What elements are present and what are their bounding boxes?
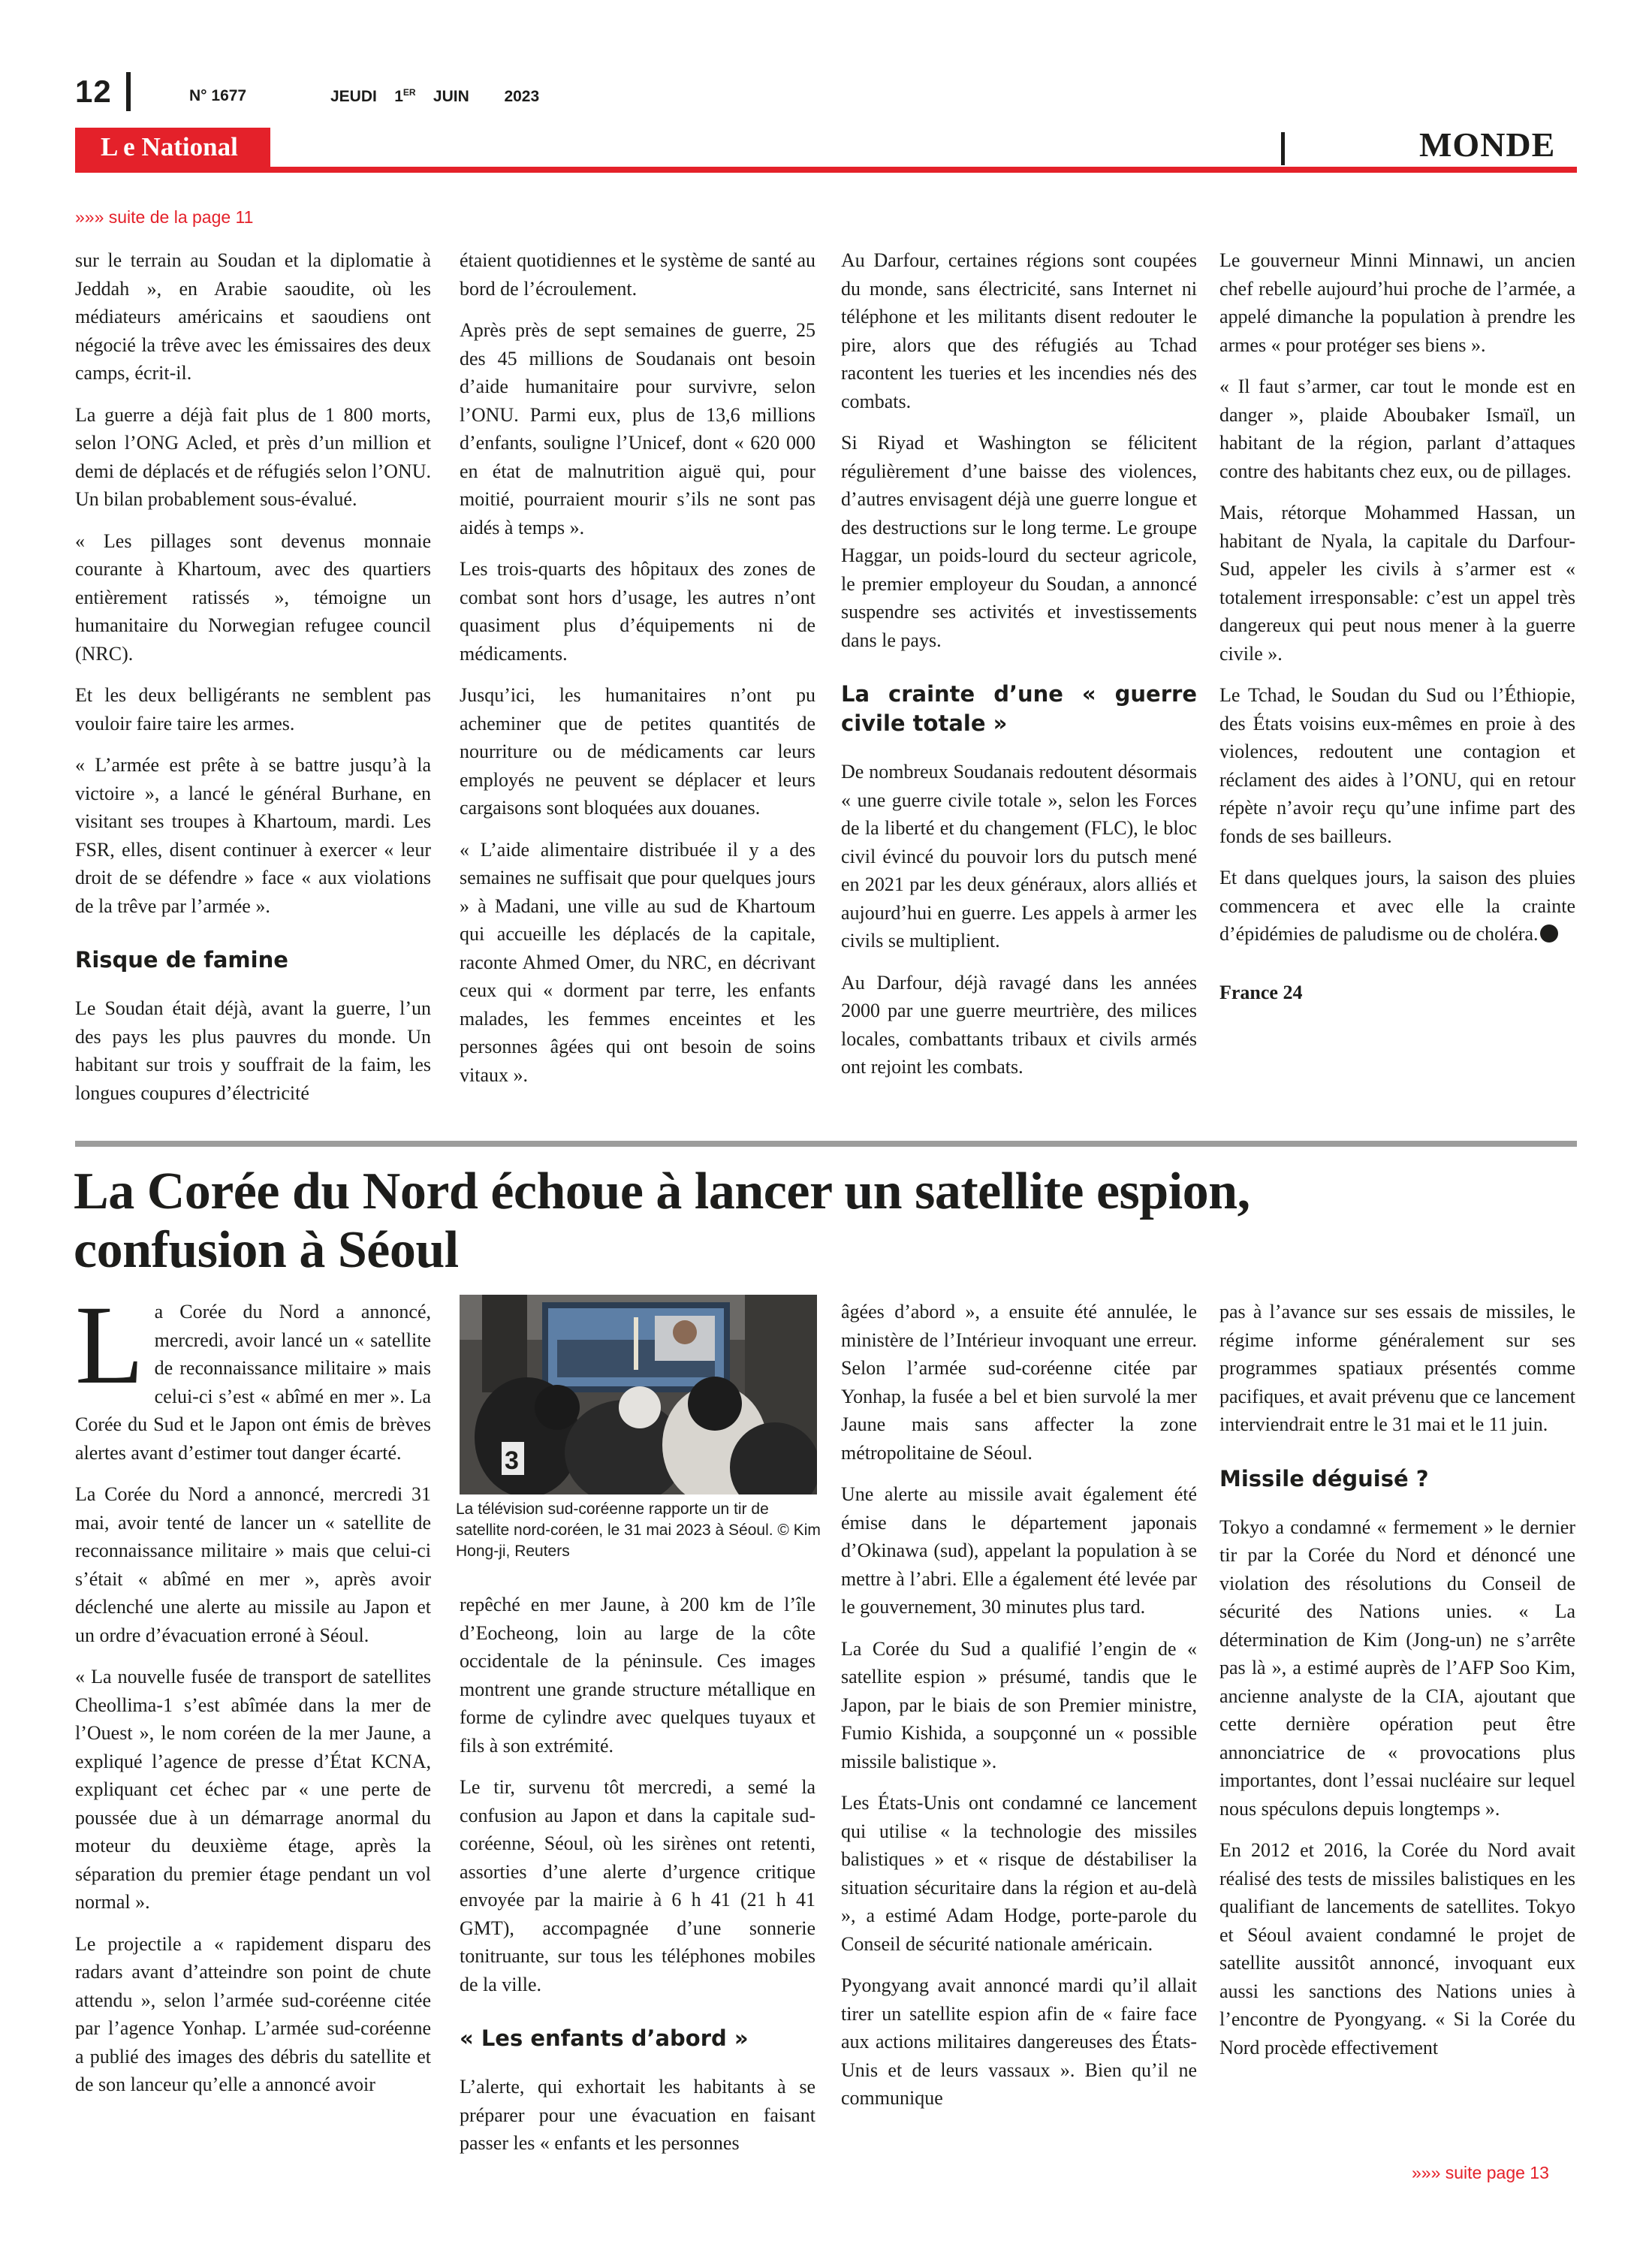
headline-line: confusion à Séoul [74,1221,459,1279]
paragraph: La guerre a déjà fait plus de 1 800 morts, selon l’ONG Acled, et près d’un million et demi de déplacés et de réfugiés selon l’ONU. Un bilan probablement sous-évalué. [75,403,431,510]
bottom-article-column-3 [841,1298,1197,2126]
paragraph: pas à l’avance sur ses essais de missiles, le régime informe généralement sur ses programmes spatiaux présentés comme pacifiques, et avait prévenu que ce lancement interviendrait entre le 31 mai et le 11 juin. [1219,1301,1575,1435]
paragraph: Si Riyad et Washington se félicitent régulièrement d’une baisse des violences, d’autres envisagent déjà une guerre longue et des destructions sur le long terme. Le groupe Haggar, un poids-lourd du secteur agricole, le premier employeur du Soudan, a annoncé suspendre ses activités et investissements dans le pays. [841,432,1197,651]
paragraph: étaient quotidiennes et le système de santé au bord de l’écroulement. [460,249,815,300]
paragraph-last [1219,864,1575,949]
paragraph: La Corée du Sud a qualifié l’engin de « satellite espion » présumé, tandis que le Japon, par le biais de son Premier ministre, Fumio Kishida, a soupçonné un « possible missile balistique ». [841,1637,1197,1772]
date-year: 2023 [504,88,540,105]
paragraph: La Corée du Nord a annoncé, mercredi 31 mai, avoir tenté de lancer un « satellite de reconnaissance militaire » mais que celui-ci s’était « abîmé en mer », après avoir déclenché une alerte au missile au Japon et un ordre d’évacuation erroné à Séoul. [75,1483,431,1646]
paragraph: Au Darfour, certaines régions sont coupées du monde, sans électricité, sans Internet ni téléphone et les militants disent redouter le pire, alors que des réfugiés au Tchad racontent les tueries et les incendies nés des combats. [841,249,1197,412]
subheading: Missile déguisé ? [1219,1465,1429,1491]
paragraph: Jusqu’ici, les humanitaires n’ont pu acheminer que de petites quantités de nourriture ou de médicaments car leurs employés ne peuvent se déplacer et leurs cargaisons sont bloquées aux douanes. [460,684,815,819]
section-title: MONDE [1419,125,1556,164]
bottom-article-column-2 [460,1591,815,2171]
date-sup: ER [402,87,416,98]
paragraph: Au Darfour, déjà ravagé dans les années 2000 par une guerre meurtrière, des milices locales, combattants tribaux et civils armés ont rejoint les combats. [841,971,1197,1078]
paragraph-text: Et dans quelques jours, la saison des pluies commencera et avec elle la crainte d’épidémies de paludisme ou de choléra. [1219,867,1575,945]
svg-text:3: 3 [505,1446,519,1475]
article-divider [75,1141,1577,1147]
paragraph: Le projectile a « rapidement disparu des radars avant d’atteindre son point de chute attendu », selon l’armée sud-coréenne citée par l’agence Yonhap. L’armée sud-coréenne a publié des images des débris du satellite et de son lanceur qu’elle a annoncé avoir [75,1932,431,2095]
bottom-article-column-4 [1219,1298,1575,2075]
paragraph: « Les pillages sont devenus monnaie courante à Khartoum, avec des quartiers entièrement ratissés », témoigne un humanitaire du Norwegian refugee council (NRC). [75,529,431,665]
paragraph: Tokyo a condamné « fermement » le dernier tir par la Corée du Nord et dénoncé une violation des résolutions du Conseil de sécurité des Nations unies. « La détermination de Kim (Jong-un) ne s’arrête pas là », a estimé auprès de l’AFP Soo Kim, ancienne analyste de la CIA, ajoutant que cette dernière opération peut être annonciatrice de « provocations plus importantes, dont l’essai nucléaire sur lequel nous spéculons depuis longtemps ». [1219,1516,1575,1820]
paragraph: Le Tchad, le Soudan du Sud ou l’Éthiopie, des États voisins eux-mêmes en proie à des violences, redoutent une contagion et réclament des aides à l’ONU, qui en retour répète n’avoir reçu qu’une infime part des fonds de ses bailleurs. [1219,684,1575,847]
continued-on-link[interactable]: »»» suite page 13 [1412,2163,1549,2182]
newspaper-brand: L e National [101,132,238,161]
top-article-column-3 [841,246,1197,1095]
issue-number: N° 1677 [189,87,247,104]
headline-line: La Corée du Nord échoue à lancer un satellite espion, [74,1163,1250,1220]
top-article-column-2 [460,246,815,1102]
lead-paragraph [75,1283,431,1467]
drop-cap: L [75,1283,144,1407]
paragraph: Mais, rétorque Mohammed Hassan, un habitant de Nyala, la capitale du Darfour-Sud, appeler les civils à s’armer est « totalement irresponsable: c’est un appel très dangereux qui peut nous mener à la guerre civile ». [1219,502,1575,665]
paragraph: Les trois-quarts des hôpitaux des zones de combat sont hors d’usage, les autres n’ont quasiment plus d’équipements ni de médicaments. [460,558,815,665]
issue-date [330,87,539,106]
article-source: France 24 [1219,981,1303,1003]
continued-from-link[interactable]: »»» suite de la page 11 [75,207,254,227]
paragraph-text: a Corée du Nord a annoncé, mercredi, avoir lancé un « satellite de reconnaissance militaire » mais celui-ci s’est « abîmé en mer ». La Corée du Sud et le Japon ont émis de brèves alertes avant d’estimer tout danger écarté. [75,1301,431,1464]
paragraph: « L’armée est prête à se battre jusqu’à la victoire », a lancé le général Burhane, en visitant ses troupes à Khartoum, mardi. Les FSR, elles, disent continuer à exercer « leur droit de se défendre » face « aux violations de la trêve par l’armée ». [75,754,431,917]
paragraph: « Il faut s’armer, car tout le monde est en danger », plaide Aboubaker Ismaïl, un habitant de la région, parlant d’attaques contre des habitants chez eux, ou de pillages. [1219,376,1575,482]
paragraph: Le tir, survenu tôt mercredi, a semé la confusion au Japon et dans la capitale sud-coréenne, Séoul, où les sirènes ont retenti, assorties d’une alerte d’urgence critique envoyée par la mairie à 6 h 41 (21 h 41 GMT), accompagnée d’une sonnerie tonitruante, sur tous les téléphones mobiles de la ville. [460,1776,815,1995]
paragraph: Pyongyang avait annoncé mardi qu’il allait tirer un satellite espion afin de « faire face aux actions militaires dangereuses des États-Unis et de leurs vassaux ». Bien qu’il ne communique [841,1974,1197,2109]
paragraph: L’alerte, qui exhortait les habitants à se préparer pour une évacuation en faisant passer les « enfants et les personnes [460,2076,815,2154]
paragraph: « L’aide alimentaire distribuée il y a des semaines ne suffisait que pour quelques jours » à Madani, une ville au sud de Khartoum qui accueille les déplacés de la capitale, raconte Ahmed Omer, du NRC, en décrivant ceux qui « dorment par terre, les enfants malades, les femmes enceintes et les personnes âgées qui ont besoin de soins vitaux ». [460,838,815,1086]
paragraph: Le Soudan était déjà, avant la guerre, l’un des pays les plus pauvres du monde. Un habitant sur trois y souffrait de la faim, les longues coupures d’électricité [75,997,431,1104]
tv-crowd-photo-illustration [460,1295,817,1494]
paragraph: Les États-Unis ont condamné ce lancement qui utilise « la technologie des missiles balistiques » et « risque de déstabiliser la situation sécuritaire dans la région et au-delà », a estimé Adam Hodge, porte-parole du Conseil de sécurité nationale américain. [841,1792,1197,1955]
subheading: La crainte d’une « guerre civile totale » [841,681,1197,736]
date-num: 1 [394,88,403,105]
page-number-divider [126,72,131,111]
paragraph: « La nouvelle fusée de transport de satellites Cheollima-1 s’est abîmée dans la mer de l’Ouest », le nom coréen de la mer Jaune, a expliqué l’agence de presse d’État KCNA, expliquant cet échec par « une perte de poussée due à un démarrage anormal du moteur du deuxième étage, après la séparation du premier étage pendant un vol normal ». [75,1666,431,1913]
paragraph: repêché en mer Jaune, à 200 km de l’île d’Eocheong, loin au large de la côte occidentale de la péninsule. Ces images montrent une grande structure métallique en forme de cylindre avec quelques tuyaux et fils à son extrémité. [460,1594,815,1757]
news-photo [460,1295,817,1494]
subheading: « Les enfants d’abord » [460,2025,749,2051]
paragraph: En 2012 et 2016, la Corée du Nord avait réalisé des tests de missiles balistiques en les qualifiant de lancements de satellites. Tokyo et Séoul avaient condamné le projet de satellite aussitôt annoncé, invoquant eux aussi les sanctions des Nations unies à l’encontre de Pyongyang. « Si la Corée du Nord procède effectivement [1219,1839,1575,2058]
paragraph: sur le terrain au Soudan et la diplomatie à Jeddah », en Arabie saoudite, où les médiateurs américains et saoudiens ont négocié la trêve avec les émissaires des deux camps, écrit-il. [75,249,431,384]
article-headline [74,1163,1583,1280]
date-day: JEUDI [330,88,377,105]
header-rule [75,167,1577,173]
paragraph: âgées d’abord », a ensuite été annulée, le ministère de l’Intérieur invoquant une erreur. Selon l’armée sud-coréenne citée par Yonhap, la fusée a bel et bien survolé la mer Jaune mais sans affecter la zone métropolitaine de Séoul. [841,1301,1197,1464]
paragraph: Après près de sept semaines de guerre, 25 des 45 millions de Soudanais ont besoin d’aide humanitaire pour survivre, selon l’ONU. Parmi eux, plus de 13,6 millions d’enfants, souligne l’Unicef, dont « 620 000 en état de malnutrition aiguë qui, pour moitié, pourraient mourir s’ils ne sont pas aidés à temps ». [460,319,815,538]
subheading: Risque de famine [75,947,288,973]
page-number: 12 [75,74,112,109]
paragraph: Le gouverneur Minni Minnawi, un ancien chef rebelle aujourd’hui proche de l’armée, a appelé dimanche la population à prendre les armes « pour protéger ses biens ». [1219,249,1575,356]
section-divider [1281,132,1285,165]
top-article-column-1 [75,246,431,1120]
paragraph: Une alerte au missile avait également été émise dans le département japonais d’Okinawa (sud), appelant la population à se mettre à l’abri. Elle a également été levée par le gouvernement, 30 minutes plus tard. [841,1483,1197,1618]
paragraph: Et les deux belligérants ne semblent pas vouloir faire taire les armes. [75,684,431,734]
top-article-column-4 [1219,246,1575,1020]
end-of-article-icon [1540,924,1558,943]
bottom-article-column-1 [75,1283,431,2113]
photo-caption: La télévision sud-coréenne rapporte un tir de satellite nord-coréen, le 31 mai 2023 à Séoul. © Kim Hong-ji, Reuters [456,1500,821,1560]
paragraph: De nombreux Soudanais redoutent désormais « une guerre civile totale », selon les Forces de la liberté et du changement (FLC), le bloc civil évincé du pouvoir lors du putsch mené en 2021 par les deux généraux, alors alliés et aujourd’hui en guerre. Les appels à armer les civils se multiplient. [841,761,1197,952]
date-month: JUIN [433,88,469,105]
